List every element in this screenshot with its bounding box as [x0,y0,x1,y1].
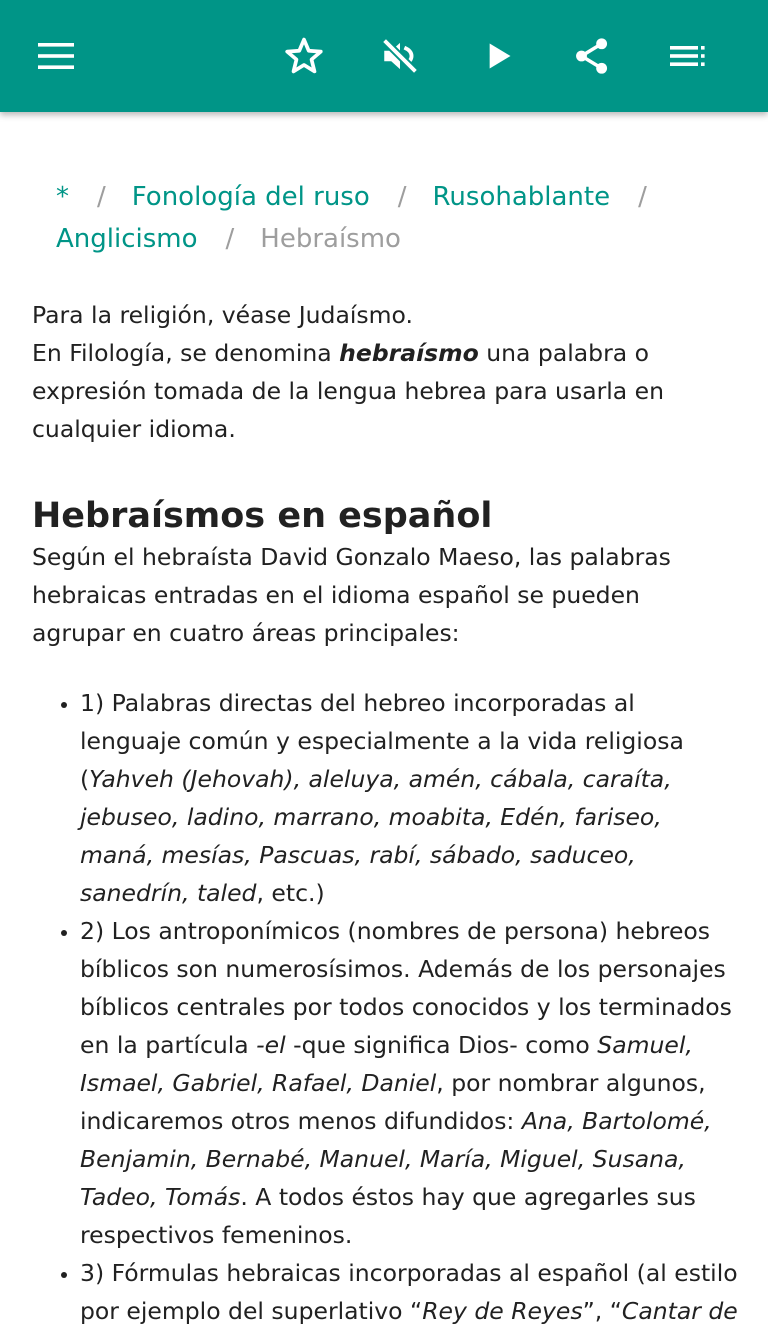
breadcrumb-separator: / [97,182,106,212]
play-button[interactable] [470,28,526,84]
mute-button[interactable] [372,28,428,84]
article-scroll-area[interactable] [0,112,768,1325]
star-outline-icon [283,35,325,77]
breadcrumb-separator: / [397,182,407,212]
breadcrumb-item-fonologia[interactable]: Fonología del ruso [131,182,370,212]
intro-paragraph: En Filología, se denomina hebraísmo una palabra o expresión tomada de la lengua hebrea para usarla en cualquier idioma. [32,339,665,443]
share-icon [571,35,613,77]
section-heading: Hebraísmos en español [32,496,493,536]
favorite-button[interactable] [276,28,332,84]
menu-button[interactable] [28,28,84,84]
share-button[interactable] [564,28,620,84]
volume-off-icon [379,35,421,77]
breadcrumb-item-anglicismo[interactable]: Anglicismo [56,224,198,254]
disambiguation-note: Para la religión, véase Judaísmo. [32,301,413,329]
section-intro-paragraph: Según el hebraísta David Gonzalo Maeso, las palabras hebraicas entradas en el idioma español se pueden agrupar en cuatro áreas principales: [32,543,671,647]
list-item: • 1) Palabras directas del hebreo incorporadas al lenguaje común y especialmente a la vida religiosa (Yahveh (Jehovah), aleluya, amén, cábala, caraíta, jebuseo, ladino, marrano, moabita, Edén, fariseo, maná, mesías, Pascuas, rabí, sábado, saduceo, sanedrín, taled, etc.) [80,684,740,912]
list-item: • 2) Los antroponímicos (nombres de persona) hebreos bíblicos son numerosísimos. Además de los personajes bíblicos centrales por todos conocidos y los terminados en la partícula -el -que significa Dios- como Samuel, Ismael, Gabriel, Rafael, Daniel, por nombrar algunos, indicaremos otros menos difundidos: Ana, Bartolomé, Benjamin, Bernabé, Manuel, María, Miguel, Susana, Tadeo, Tomás. A todos éstos hay que agregarles sus respectivos femeninos. [80,912,740,1254]
categories-list [32,684,740,1330]
list-menu-icon [667,35,709,77]
breadcrumb-separator: / [225,224,235,254]
breadcrumb [56,176,736,260]
breadcrumb-item-rusohablante[interactable]: Rusohablante [432,182,611,212]
play-icon [478,36,518,76]
list-item: • 3) Fórmulas hebraicas incorporadas al español (al estilo por ejemplo del superlativo “Rey de Reyes”, “Cantar de [80,1254,740,1330]
breadcrumb-item-home[interactable]: * [56,182,69,212]
defined-term: hebraísmo [339,339,479,367]
table-of-contents-button[interactable] [660,28,716,84]
hamburger-menu-icon [36,36,76,76]
breadcrumb-separator: / [638,182,647,212]
app-toolbar [0,0,768,112]
breadcrumb-current-page: Hebraísmo [260,224,401,254]
article-body [32,296,740,1330]
